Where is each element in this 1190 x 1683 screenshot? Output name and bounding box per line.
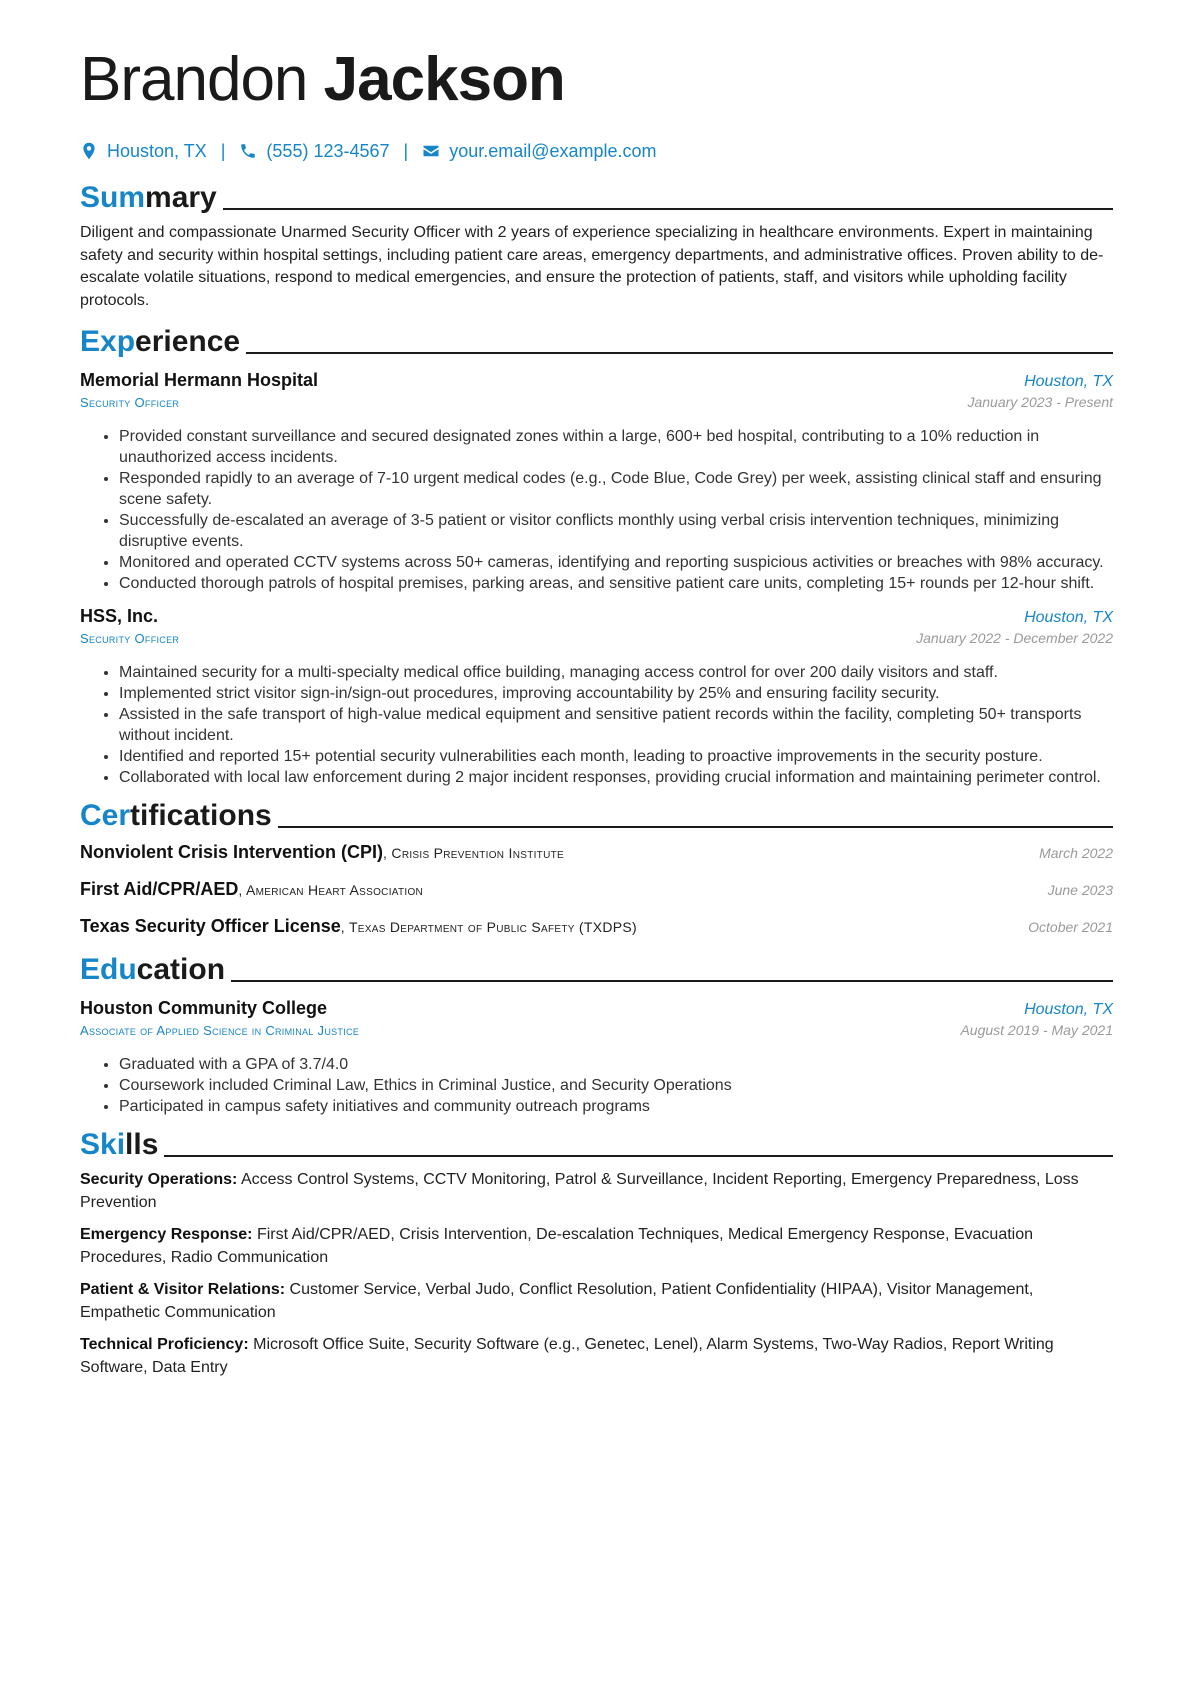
school-name: Houston Community College — [80, 998, 327, 1018]
map-pin-icon — [80, 142, 98, 160]
education-dates: August 2019 - May 2021 — [960, 1022, 1113, 1038]
skill-label: Technical Proficiency: — [80, 1336, 249, 1353]
certification-date: October 2021 — [1028, 919, 1113, 935]
list-item: • Implemented strict visitor sign-in/sign-out procedures, improving accountability by 25% and ensuring facility security. — [119, 683, 1113, 704]
location-text: Houston, TX — [107, 140, 207, 161]
list-item: • Collaborated with local law enforcement during 2 major incident responses, providing crucial information and maintaining perimeter control. — [119, 767, 1113, 788]
certification-issuer: Crisis Prevention Institute — [391, 845, 564, 861]
section-divider — [164, 1155, 1113, 1157]
certification-item: First Aid/CPR/AED, American Heart Association June 2023 — [80, 879, 1113, 899]
certification-date: June 2023 — [1047, 882, 1113, 898]
education-heading — [80, 948, 1113, 988]
education-entry — [80, 998, 1113, 1117]
certification-name: First Aid/CPR/AED — [80, 879, 239, 899]
certification-item: Nonviolent Crisis Intervention (CPI), Crisis Prevention Institute March 2022 — [80, 842, 1113, 862]
contact-line — [80, 138, 1113, 164]
list-item: • Coursework included Criminal Law, Ethics in Criminal Justice, and Security Operations — [119, 1075, 1113, 1096]
skill-group — [80, 1169, 1113, 1214]
contact-location — [80, 141, 207, 162]
email-link[interactable]: your.email@example.com — [449, 140, 657, 161]
employer-name: Memorial Hermann Hospital — [80, 370, 319, 390]
phone-text: (555) 123-4567 — [266, 140, 390, 161]
last-name: Jackson — [323, 45, 565, 114]
contact-separator: | — [220, 140, 226, 161]
list-item: • Provided constant surveillance and secured designated zones within a large, 600+ bed hospital, contributing to a 10% reduction in unauthorized access incidents. — [119, 426, 1113, 468]
job-bullets — [80, 662, 1113, 788]
candidate-name — [80, 40, 1113, 120]
contact-phone[interactable] — [239, 141, 389, 162]
certification-name: Nonviolent Crisis Intervention (CPI) — [80, 842, 384, 862]
skill-label: Patient & Visitor Relations: — [80, 1281, 286, 1298]
skill-list: Microsoft Office Suite, Security Software (e.g., Genetec, Lenel), Alarm Systems, Two-Way Radios, Report Writing Software, Data Entry — [80, 1336, 1054, 1376]
degree-name: Associate of Applied Science in Criminal Justice — [80, 1023, 360, 1038]
certification-issuer: Texas Department of Public Safety (TXDPS) — [348, 919, 638, 935]
section-divider — [223, 208, 1113, 210]
experience-heading — [80, 320, 1113, 360]
job-location: Houston, TX — [1024, 609, 1113, 626]
skill-list: Access Control Systems, CCTV Monitoring, Patrol & Surveillance, Incident Reporting, Emergency Preparedness, Loss Prevention — [80, 1171, 1079, 1211]
certification-date: March 2022 — [1039, 845, 1113, 861]
education-bullets — [80, 1054, 1113, 1117]
job-dates: January 2023 - Present — [967, 394, 1113, 410]
skill-label: Security Operations: — [80, 1171, 238, 1188]
phone-icon — [239, 142, 257, 160]
certifications-heading — [80, 794, 1113, 834]
job-title: Security Officer — [80, 395, 180, 410]
section-title: Summary — [80, 181, 217, 214]
skill-group — [80, 1224, 1113, 1269]
list-item: • Participated in campus safety initiatives and community outreach programs — [119, 1096, 1113, 1117]
job-location: Houston, TX — [1024, 373, 1113, 390]
envelope-icon — [422, 142, 440, 160]
contact-separator: | — [403, 140, 409, 161]
first-name: Brandon — [80, 45, 308, 114]
certification-name: Texas Security Officer License — [80, 916, 341, 936]
section-title: Skills — [80, 1128, 159, 1161]
certification-issuer: American Heart Association — [245, 882, 424, 898]
summary-text: Diligent and compassionate Unarmed Security Officer with 2 years of experience specializing in healthcare environments. Expert in maintaining safety and security within hospital settings, including patient care areas, emergency departments, and administrative offices. Proven ability to de-escalate volatile situations, respond to medical emergencies, and ensure the protection of patients, staff, and visitors while upholding facility protocols. — [80, 224, 1104, 309]
summary-heading — [80, 176, 1113, 216]
section-title: Experience — [80, 325, 241, 358]
list-item: • Conducted thorough patrols of hospital premises, parking areas, and sensitive patient care units, completing 15+ rounds per 12-hour shift. — [119, 573, 1113, 594]
list-item: • Successfully de-escalated an average of 3-5 patient or visitor conflicts monthly using verbal crisis intervention techniques, minimizing disruptive events. — [119, 510, 1113, 552]
list-item: • Assisted in the safe transport of high-value medical equipment and sensitive patient records within the facility, completing 50+ transports without incident. — [119, 704, 1113, 746]
job-entry — [80, 606, 1113, 788]
job-dates: January 2022 - December 2022 — [916, 630, 1113, 646]
list-item: • Graduated with a GPA of 3.7/4.0 — [119, 1054, 1113, 1075]
skill-list: First Aid/CPR/AED, Crisis Intervention, De-escalation Techniques, Medical Emergency Response, Evacuation Procedures, Radio Communication — [80, 1226, 1034, 1266]
section-title: Certifications — [80, 799, 272, 832]
employer-name: HSS, Inc. — [80, 606, 159, 626]
certification-item: Texas Security Officer License, Texas Department of Public Safety (TXDPS) October 2021 — [80, 916, 1113, 936]
contact-email[interactable] — [422, 141, 656, 162]
skills-heading — [80, 1123, 1113, 1163]
skill-label: Emergency Response: — [80, 1226, 253, 1243]
section-divider — [246, 352, 1113, 354]
school-location: Houston, TX — [1024, 1001, 1113, 1018]
list-item: • Identified and reported 15+ potential security vulnerabilities each month, leading to proactive improvements in the security posture. — [119, 746, 1113, 767]
skill-list: Customer Service, Verbal Judo, Conflict Resolution, Patient Confidentiality (HIPAA), Visitor Management, Empathetic Communication — [80, 1281, 1034, 1321]
job-bullets — [80, 426, 1113, 594]
list-item: • Maintained security for a multi-specialty medical office building, managing access control for over 200 daily visitors and staff. — [119, 662, 1113, 683]
list-item: • Monitored and operated CCTV systems across 50+ cameras, identifying and reporting suspicious activities or breaches with 98% accuracy. — [119, 552, 1113, 573]
section-divider — [231, 980, 1113, 982]
job-title: Security Officer — [80, 631, 180, 646]
skill-group — [80, 1334, 1113, 1379]
section-title: Education — [80, 953, 226, 986]
section-divider — [278, 826, 1113, 828]
skill-group — [80, 1279, 1113, 1324]
list-item: • Responded rapidly to an average of 7-10 urgent medical codes (e.g., Code Blue, Code Grey) per week, assisting clinical staff and ensuring scene safety. — [119, 468, 1113, 510]
job-entry — [80, 370, 1113, 594]
